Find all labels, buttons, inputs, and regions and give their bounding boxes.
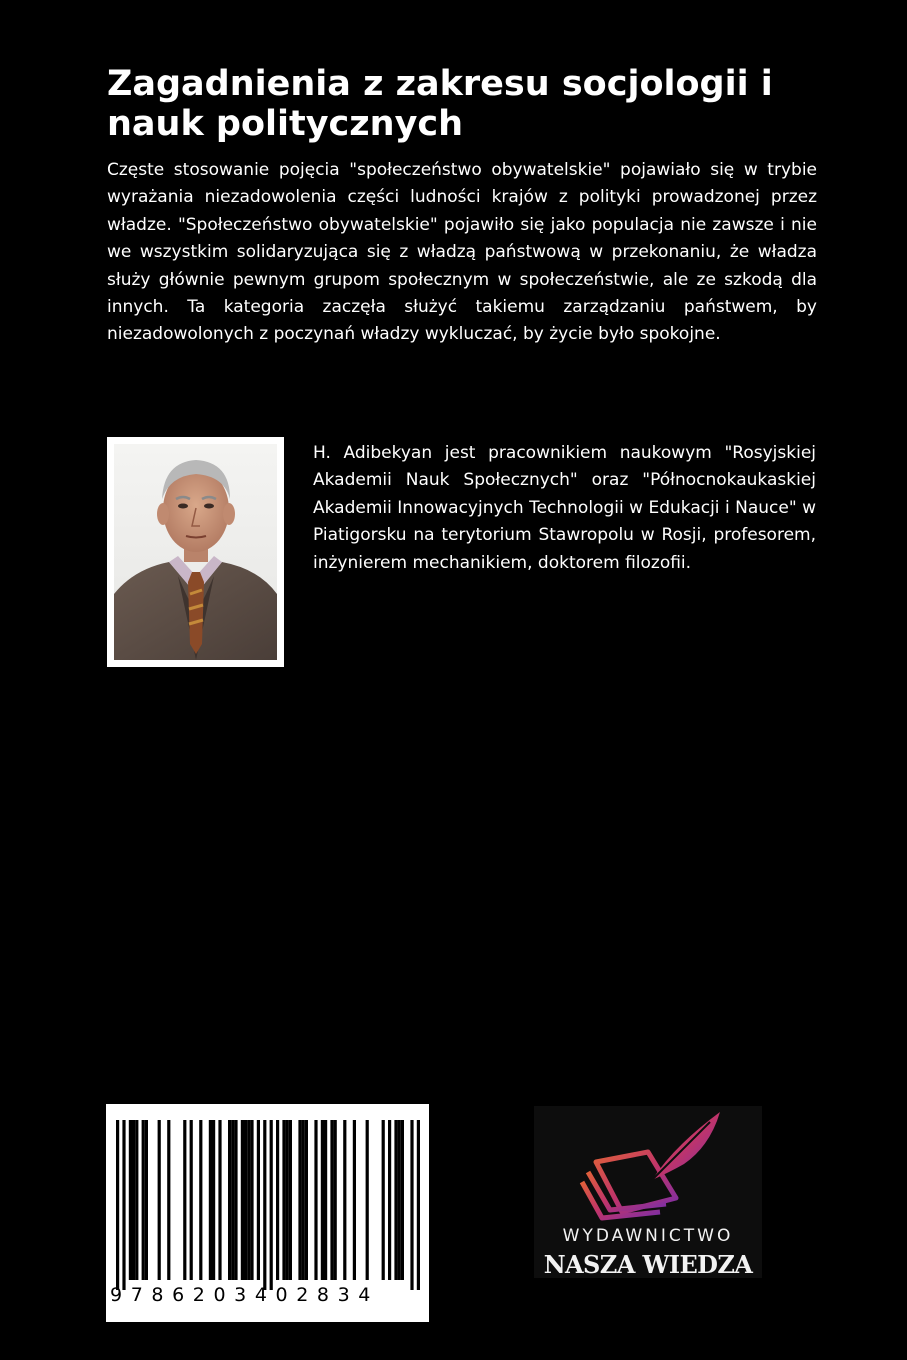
barcode-bar [324,1120,327,1280]
barcode-bar [398,1120,401,1280]
barcode-bar [212,1120,215,1280]
barcode-bar [394,1120,397,1280]
barcode-bar [366,1120,369,1280]
barcode-bar [388,1120,391,1280]
publisher-label: WYDAWNICTWO [562,1226,734,1246]
book-title: Zagadnienia z zakresu socjologii i nauk politycznych [107,64,773,144]
barcode-bar [167,1120,170,1280]
barcode-bar [234,1120,237,1280]
barcode-bar [330,1120,333,1280]
barcode-bar [410,1120,413,1290]
publisher-logo [534,1106,762,1278]
barcode-bar [244,1120,247,1280]
barcode-bar [353,1120,356,1280]
barcode-bar [305,1120,308,1280]
barcode-bar [263,1120,266,1290]
author-photo [107,437,284,667]
barcode-bar [132,1120,135,1280]
barcode-bar [270,1120,273,1290]
barcode-bar [142,1120,145,1280]
author-bio: H. Adibekyan jest pracownikiem naukowym "Rosyjskiej Akademii Nauk Społecznych" oraz "Północnokaukaskiej Akademii Innowacyjnych Technologii w Edukacji i Nauce" w Piatigorsku na terytorium Stawropolu w Rosji, profesorem, inżynierem mechanikiem, doktorem filozofii. [313,443,816,573]
barcode-bar [343,1120,346,1280]
barcode-bar [276,1120,279,1280]
barcode-bar [382,1120,385,1280]
barcode-bar [286,1120,289,1280]
barcode-bar [190,1120,193,1280]
barcode-bar [129,1120,132,1280]
barcode-bar [199,1120,202,1280]
barcode-bar [314,1120,317,1280]
isbn-barcode [106,1104,429,1322]
barcode-bar [145,1120,148,1280]
barcode-bar [122,1120,125,1290]
isbn-number: 9786203402834 [110,1284,379,1306]
barcode-bar [289,1120,292,1280]
barcode-bar [321,1120,324,1280]
barcode-bar [250,1120,253,1280]
barcode-bar [228,1120,231,1280]
barcode-bar [158,1120,161,1280]
barcode-bar [116,1120,119,1290]
barcode-bar [282,1120,285,1280]
barcode-bar [231,1120,234,1280]
author-portrait-image [114,444,277,660]
barcode-bar [183,1120,186,1280]
barcode-bar [334,1120,337,1280]
publisher-name: NASZA WIEDZA [543,1250,753,1279]
barcode-bar [401,1120,404,1280]
barcode-bar [302,1120,305,1280]
book-blurb: Częste stosowanie pojęcia "społeczeństwo obywatelskie" pojawiało się w trybie wyrażania niezadowolenia części ludności krajów z polityki prowadzonej przez władze. "Społeczeństwo obywatelskie" pojawiło się jako populacja nie zawsze i nie we wszystkim solidaryzująca się z władzą państwową w przekonaniu, że władza służy głównie pewnym grupom społecznym w społeczeństwie, ale ze szkodą dla innych. Ta kategoria zaczęła służyć takiemu zarządzaniu państwem, by niezadowolonych z poczynań władzy wykluczać, by życie było spokojne. [107,160,817,345]
barcode-bar [209,1120,212,1280]
barcode-bar [241,1120,244,1280]
barcode-bar [218,1120,221,1280]
barcode-bar [247,1120,250,1280]
barcode-bar [298,1120,301,1280]
barcode-bar [135,1120,138,1280]
barcode-bar [417,1120,420,1290]
barcode-bar [257,1120,260,1280]
